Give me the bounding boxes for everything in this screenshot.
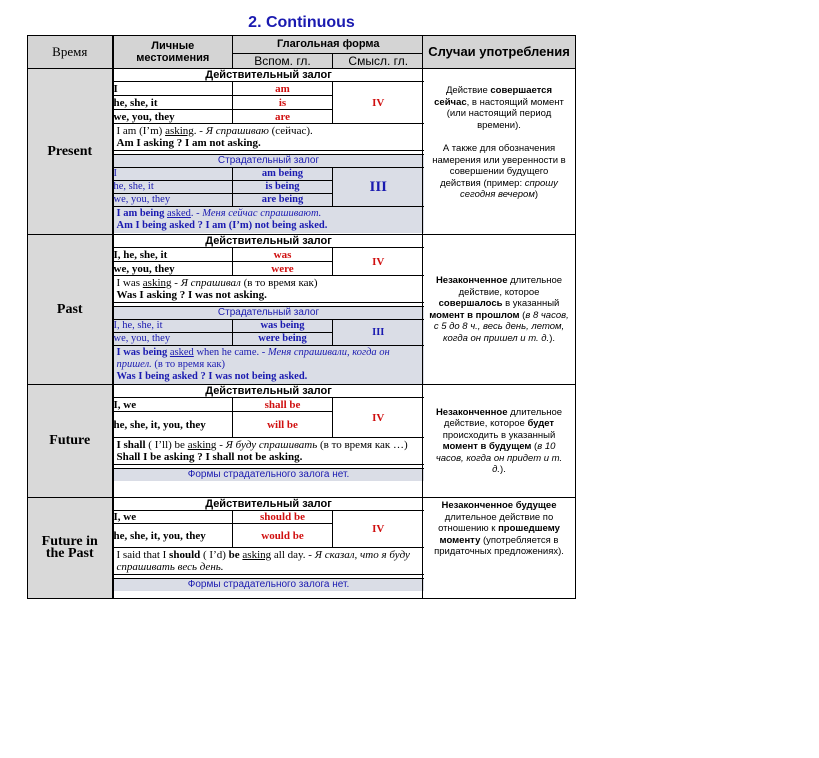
past-usage: Незаконченное длительное действие, которое совершалось в указанный момент в прошлом (в 8 часов, с 5 до 8 ч., весь день, летом, когда он пришел и т. д.). — [423, 235, 576, 385]
page-title: 2. Continuous — [248, 14, 355, 31]
past-ppron-2: we, you, they — [114, 333, 233, 346]
future-active-head: Действительный залог — [114, 385, 424, 398]
present-aux-3: are — [233, 110, 333, 124]
past-example: I was asking - Я спрашивал (в то время как) Was I asking ? I was not asking. — [114, 276, 424, 303]
future-past-pron-2: he, she, it, you, they — [114, 524, 233, 548]
present-passive-form: III — [333, 168, 424, 207]
present-label: Present — [28, 69, 113, 235]
future-past-example: I said that I should ( I’d) be asking all day. - Я сказал, что я буду спрашивать весь день. — [114, 548, 424, 575]
header-time: Время — [28, 36, 113, 69]
header-middle — [113, 36, 423, 69]
future-pron-1: I, we — [114, 398, 233, 412]
future-label: Future — [28, 385, 113, 498]
future-forms — [113, 385, 423, 498]
past-pron-1: I, he, she, it — [114, 248, 233, 262]
past-aux-2: were — [233, 262, 333, 276]
present-pron-1: I — [114, 82, 233, 96]
past-ppron-1: I, he, she, it — [114, 320, 233, 333]
present-ppron-1: I — [114, 168, 233, 181]
past-paux-2: were being — [233, 333, 333, 346]
future-aux-2: will be — [233, 412, 333, 438]
past-passive-head: Страдательный залог — [114, 307, 424, 320]
future-past-forms — [113, 498, 423, 599]
present-passive-example: I am being asked. - Меня сейчас спрашивают. Am I being asked ? I am (I’m) not being asked. — [114, 207, 424, 234]
future-past-aux-1: should be — [233, 511, 333, 524]
present-aux-2: is — [233, 96, 333, 110]
future-past-no-passive: Формы страдательного залога нет. — [114, 579, 424, 592]
header-verb-form: Глагольная форма — [233, 36, 424, 53]
future-pron-2: he, she, it, you, they — [114, 412, 233, 438]
past-pron-2: we, you, they — [114, 262, 233, 276]
past-label: Past — [28, 235, 113, 385]
future-form: IV — [333, 398, 424, 438]
present-paux-3: are being — [233, 194, 333, 207]
present-passive-head: Страдательный залог — [114, 155, 424, 168]
header-usage: Случаи употребления — [423, 36, 576, 69]
present-pron-3: we, you, they — [114, 110, 233, 124]
present-forms — [113, 69, 423, 235]
past-form: IV — [333, 248, 424, 276]
present-form: IV — [333, 82, 424, 124]
present-ppron-2: he, she, it — [114, 181, 233, 194]
present-usage: Действие совершается сейчас, в настоящий момент (или настоящий период времени). А также для обозначения намерения или уверенности в совершении будущего действия (пример: спрошу сегодня вечером) — [423, 69, 576, 235]
future-past-pron-1: I, we — [114, 511, 233, 524]
present-aux-1: am — [233, 82, 333, 96]
grammar-table — [27, 35, 576, 599]
past-passive-example: I was being asked when he came. - Меня спрашивали, когда он пришел. (в то время как) Was I being asked ? I was not being asked. — [114, 346, 424, 385]
past-paux-1: was being — [233, 320, 333, 333]
future-past-label: Future in the Past — [28, 498, 113, 599]
future-past-usage: Незаконченное будущее длительное действие по отношению к прошедшему моменту (употребляется в придаточных предложениях). — [423, 498, 576, 599]
present-active-head: Действительный залог — [114, 69, 424, 82]
future-past-aux-2: would be — [233, 524, 333, 548]
present-paux-1: am being — [233, 168, 333, 181]
present-pron-2: he, she, it — [114, 96, 233, 110]
future-aux-1: shall be — [233, 398, 333, 412]
header-pronouns: Личные местоимения — [114, 36, 233, 68]
past-active-head: Действительный залог — [114, 235, 424, 248]
past-passive-form: III — [333, 320, 424, 346]
future-past-form: IV — [333, 511, 424, 548]
past-forms — [113, 235, 423, 385]
past-aux-1: was — [233, 248, 333, 262]
present-example: I am (I’m) asking. - Я спрашиваю (сейчас). Am I asking ? I am not asking. — [114, 124, 424, 151]
future-usage: Незаконченное длительное действие, которое будет происходить в указанный момент в будущем (в 10 часов, когда он придет и т. д.). — [423, 385, 576, 498]
header-aux: Вспом. гл. — [233, 53, 333, 68]
future-past-active-head: Действительный залог — [114, 498, 424, 511]
header-main: Смысл. гл. — [333, 53, 424, 68]
future-no-passive: Формы страдательного залога нет. — [114, 469, 424, 482]
present-paux-2: is being — [233, 181, 333, 194]
future-example: I shall ( I’ll) be asking - Я буду спрашивать (в то время как …) Shall I be asking ? I shall not be asking. — [114, 438, 424, 465]
present-ppron-3: we, you, they — [114, 194, 233, 207]
